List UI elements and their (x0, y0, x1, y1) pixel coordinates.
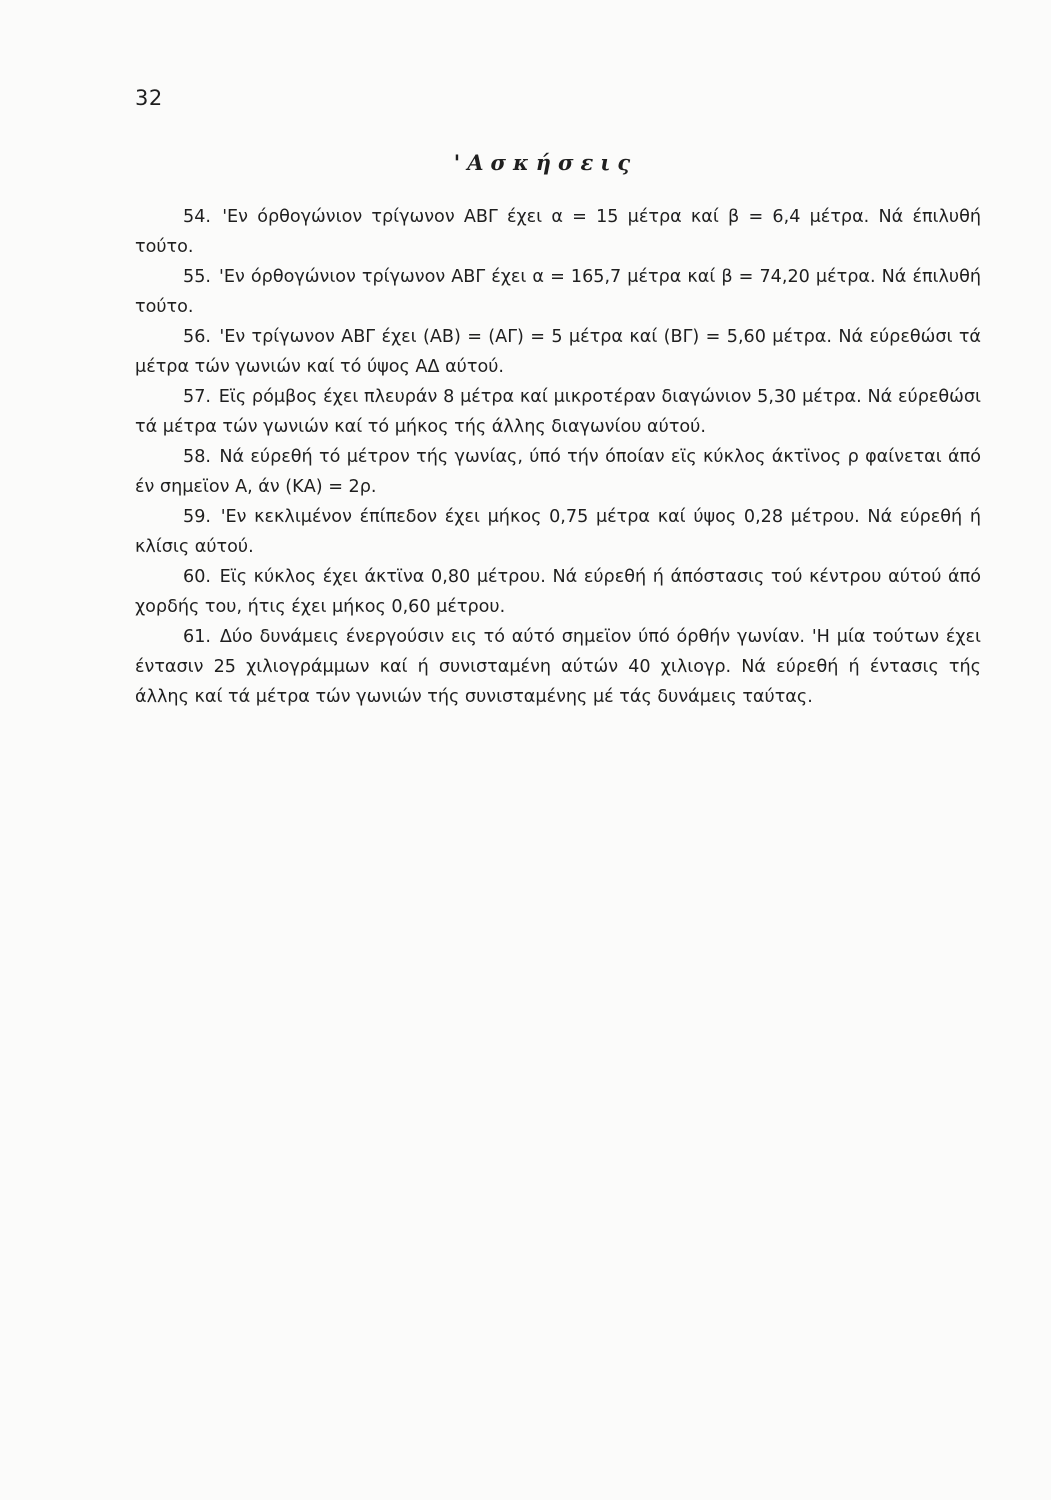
exercise-text: Εϊς κύκλος έχει άκτϊνα 0,80 μέτρου. Νά εύρεθή ή άπόστασις τού κέντρου αύτού άπό χορδής του, ήτις έχει μήκος 0,60 μέτρου. (135, 567, 982, 617)
exercise-number: 57. (183, 387, 211, 407)
exercise-text: Νά εύρεθή τό μέτρον τής γωνίας, ύπό τήν όποίαν εϊς κύκλος άκτϊνος ρ φαίνεται άπό έν σημεϊον Α, άν (ΚΑ) = 2ρ. (135, 447, 982, 497)
exercise-number: 58. (183, 447, 211, 467)
exercise-55 (135, 262, 981, 322)
exercise-list (135, 202, 981, 712)
page-number: 32 (135, 86, 163, 110)
exercise-60 (135, 562, 981, 622)
section-title: 'Ασκήσεις (453, 150, 638, 175)
exercise-58 (135, 442, 981, 502)
exercise-number: 60. (183, 567, 211, 587)
exercise-56 (135, 322, 981, 382)
exercise-number: 54. (183, 207, 211, 227)
exercise-text: 'Εν όρθογώνιον τρίγωνον ΑΒΓ έχει α = 15 μέτρα καί β = 6,4 μέτρα. Νά έπιλυθή τούτο. (135, 207, 982, 257)
exercise-number: 55. (183, 267, 211, 287)
exercise-57 (135, 382, 981, 442)
exercise-59 (135, 502, 981, 562)
exercise-text: Δύο δυνάμεις ένεργούσιν εις τό αύτό σημεϊον ύπό όρθήν γωνίαν. 'Η μία τούτων έχει έντασιν 25 χιλιογράμμων καί ή συνισταμένη αύτών 40 χιλιογρ. Νά εύρεθή ή έντασις τής άλλης καί τά μέτρα τών γωνιών τής συνισταμένης μέ τάς δυνάμεις ταύτας. (135, 627, 981, 707)
exercise-number: 61. (183, 627, 211, 647)
exercise-61 (135, 622, 981, 712)
exercise-54 (135, 202, 981, 262)
exercise-text: 'Εν όρθογώνιον τρίγωνον ΑΒΓ έχει α = 165,7 μέτρα καί β = 74,20 μέτρα. Νά έπιλυθή τούτο. (135, 267, 982, 317)
exercise-text: 'Εν κεκλιμένον έπίπεδον έχει μήκος 0,75 μέτρα καί ύψος 0,28 μέτρου. Νά εύρεθή ή κλίσις αύτού. (135, 507, 982, 557)
exercise-text: Εϊς ρόμβος έχει πλευράν 8 μέτρα καί μικροτέραν διαγώνιον 5,30 μέτρα. Νά εύρεθώσι τά μέτρα τών γωνιών καί τό μήκος τής άλλης διαγωνίου αύτού. (135, 387, 981, 437)
exercise-text: 'Εν τρίγωνον ΑΒΓ έχει (ΑΒ) = (ΑΓ) = 5 μέτρα καί (ΒΓ) = 5,60 μέτρα. Νά εύρεθώσι τά μέτρα τών γωνιών καί τό ύψος ΑΔ αύτού. (135, 327, 982, 377)
exercise-number: 59. (183, 507, 211, 527)
exercise-number: 56. (183, 327, 211, 347)
